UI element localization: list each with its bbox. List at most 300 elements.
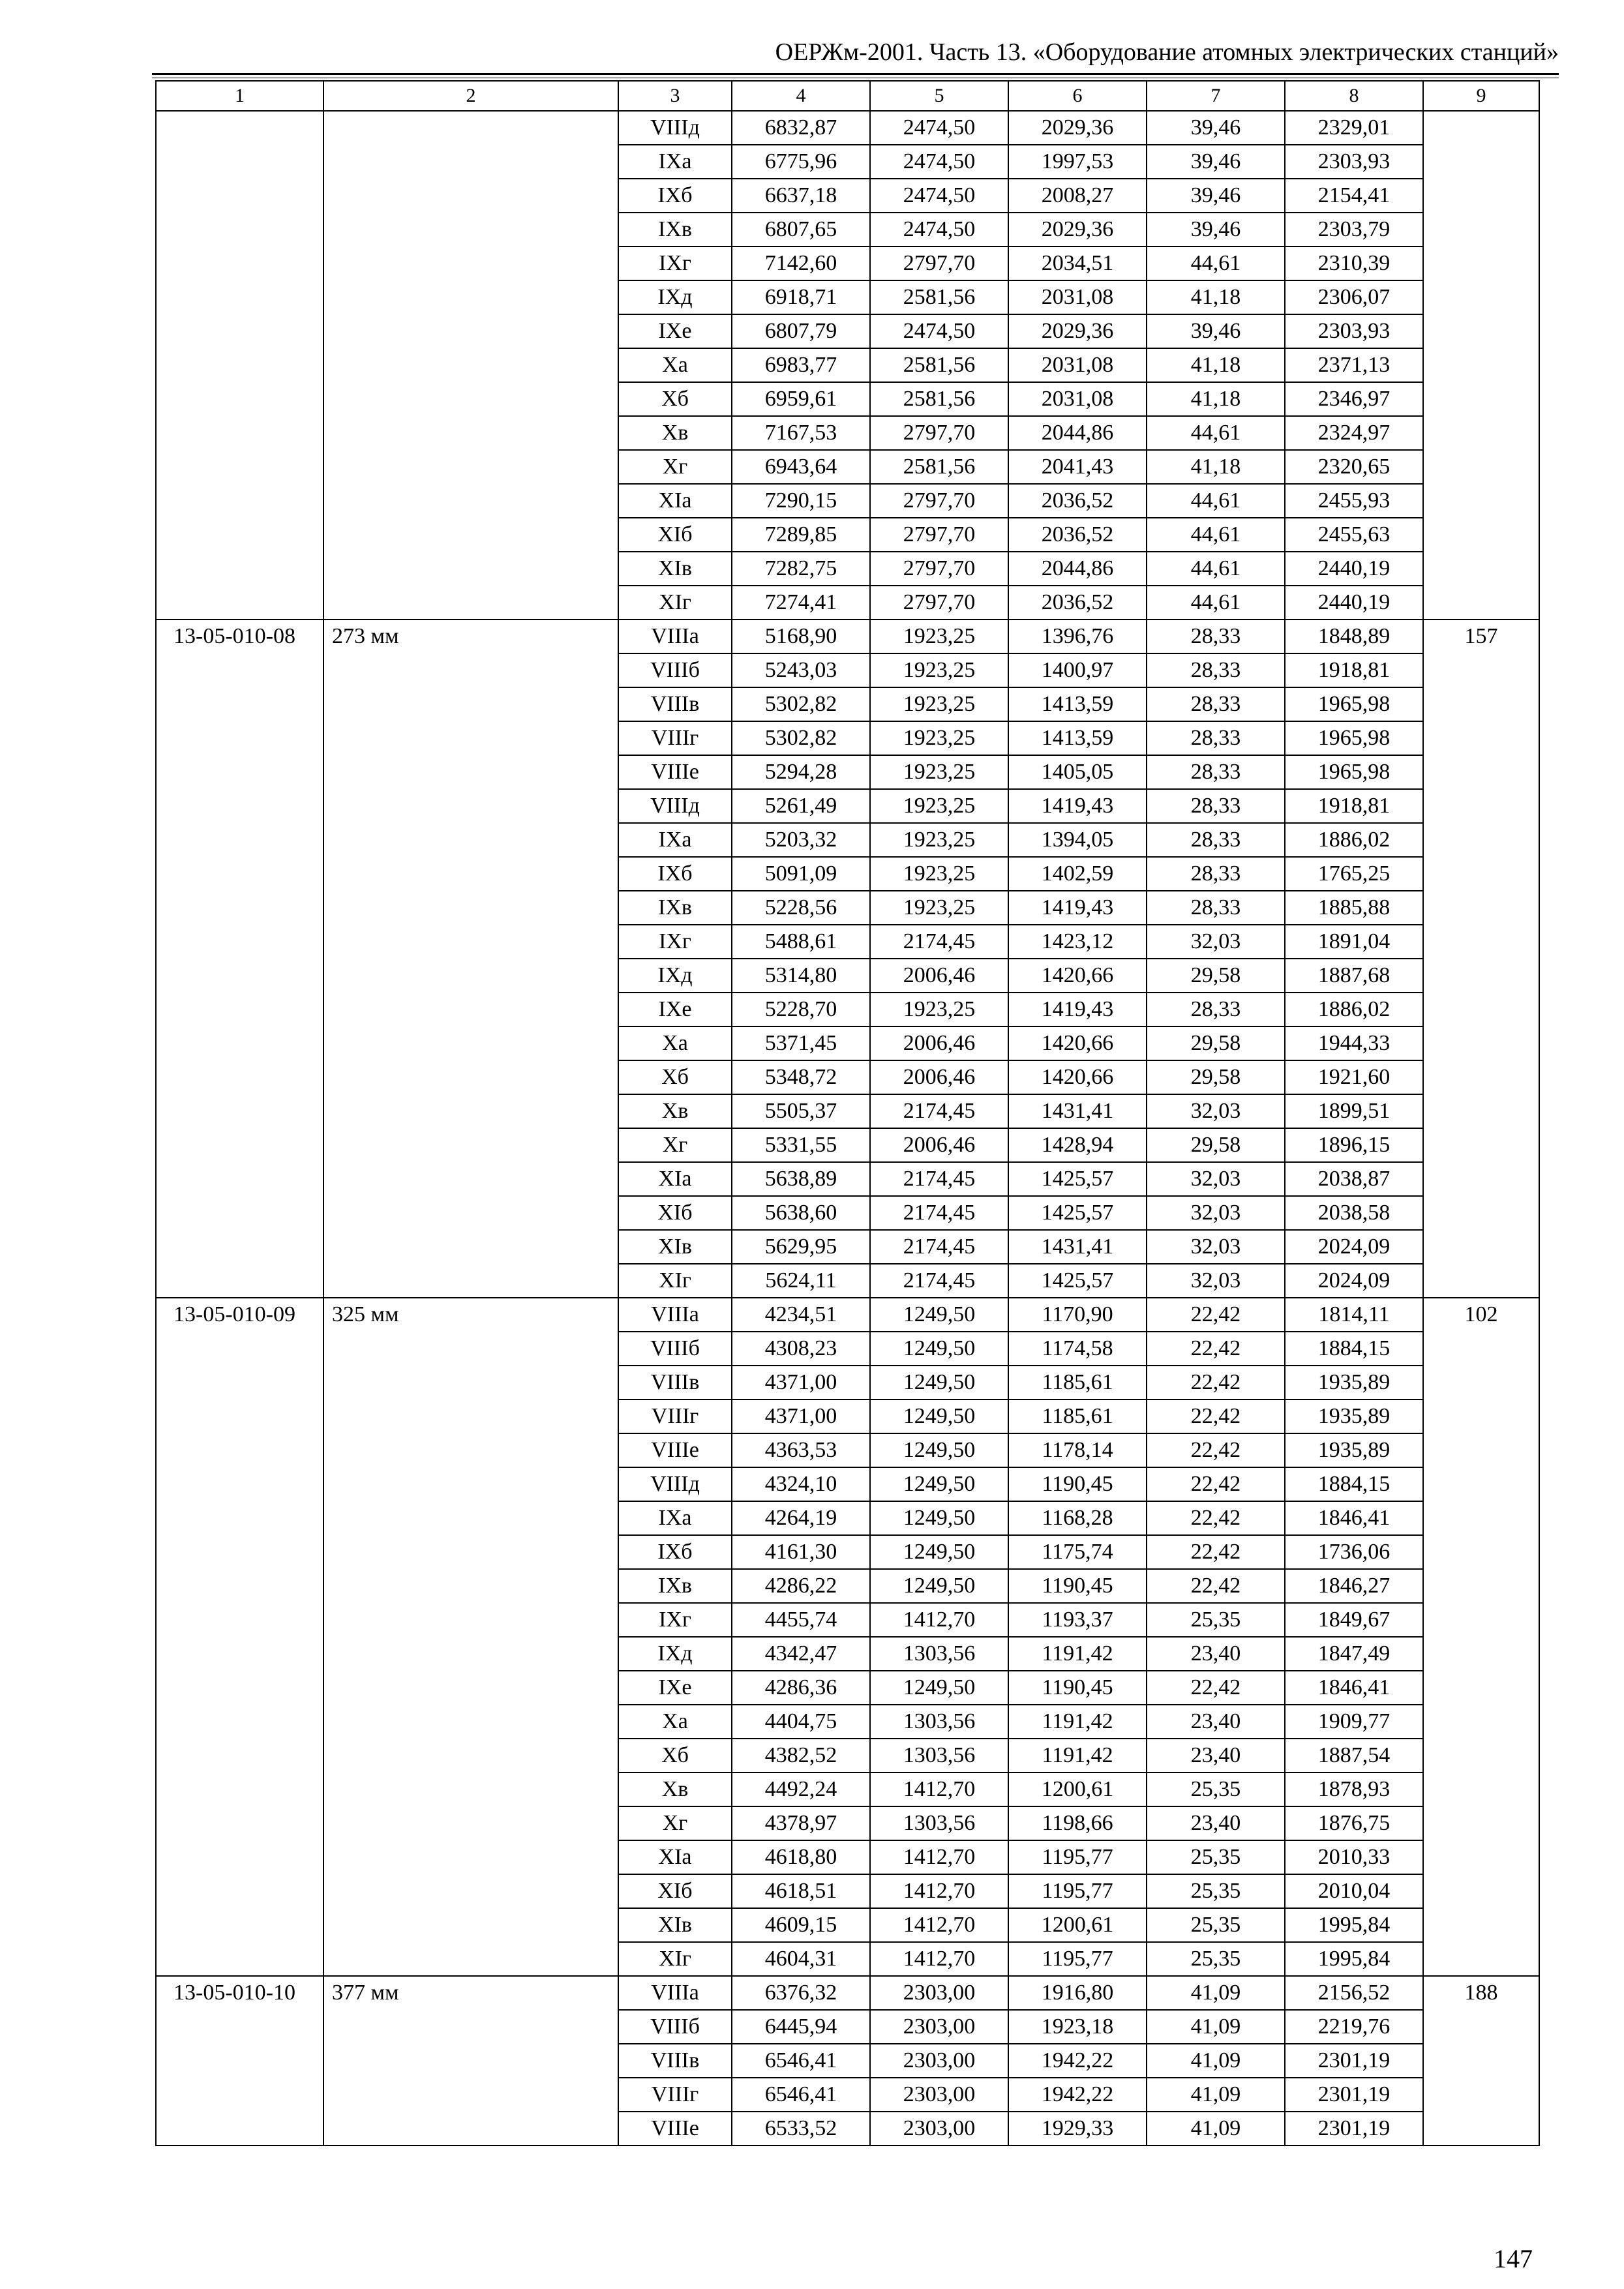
wages-cell: 2174,45 xyxy=(870,1230,1008,1264)
materials-cell: 2329,01 xyxy=(1285,111,1423,145)
machine-cost-cell: 1190,45 xyxy=(1008,1569,1147,1603)
class-cell: VIIIа xyxy=(618,620,732,653)
wages-cell: 1923,25 xyxy=(870,789,1008,823)
wages-cell: 1303,56 xyxy=(870,1806,1008,1840)
wages-cell: 2474,50 xyxy=(870,314,1008,348)
wages-cell: 2174,45 xyxy=(870,1264,1008,1298)
materials-cell: 2010,33 xyxy=(1285,1840,1423,1874)
wages-cell: 2797,70 xyxy=(870,484,1008,518)
class-cell: IXа xyxy=(618,145,732,179)
wages-cell: 2581,56 xyxy=(870,450,1008,484)
wages-cell: 1923,25 xyxy=(870,721,1008,755)
wages-cell: 1923,25 xyxy=(870,891,1008,925)
wages-cell: 1249,50 xyxy=(870,1332,1008,1366)
class-cell: IXб xyxy=(618,857,732,891)
wages-cell: 1249,50 xyxy=(870,1399,1008,1433)
machinist-wages-cell: 22,42 xyxy=(1147,1671,1285,1705)
machinist-wages-cell: 44,61 xyxy=(1147,518,1285,552)
total-cost-cell: 5505,37 xyxy=(732,1094,870,1128)
machinist-wages-cell: 41,09 xyxy=(1147,2010,1285,2044)
machinist-wages-cell: 41,09 xyxy=(1147,2044,1285,2078)
class-cell: IXг xyxy=(618,925,732,959)
total-cost-cell: 6983,77 xyxy=(732,348,870,382)
machinist-wages-cell: 28,33 xyxy=(1147,653,1285,687)
machine-cost-cell: 2041,43 xyxy=(1008,450,1147,484)
wages-cell: 2797,70 xyxy=(870,518,1008,552)
running-header: ОЕРЖм-2001. Часть 13. «Оборудование атомных электрических станций» xyxy=(775,38,1559,66)
wages-cell: 1249,50 xyxy=(870,1467,1008,1501)
machine-cost-cell: 1425,57 xyxy=(1008,1264,1147,1298)
rate-code-cell xyxy=(156,111,323,620)
machinist-wages-cell: 41,09 xyxy=(1147,1976,1285,2010)
machine-cost-cell: 1413,59 xyxy=(1008,721,1147,755)
class-cell: Xа xyxy=(618,1026,732,1060)
column-number-8: 8 xyxy=(1285,81,1423,111)
machinist-wages-cell: 28,33 xyxy=(1147,755,1285,789)
materials-cell: 1965,98 xyxy=(1285,687,1423,721)
machinist-wages-cell: 41,09 xyxy=(1147,2112,1285,2146)
unit-mass-cell: 188 xyxy=(1423,1976,1539,2146)
machine-cost-cell: 1174,58 xyxy=(1008,1332,1147,1366)
machine-cost-cell: 2029,36 xyxy=(1008,213,1147,247)
class-cell: VIIIг xyxy=(618,2078,732,2112)
total-cost-cell: 5261,49 xyxy=(732,789,870,823)
table-row xyxy=(156,620,1539,653)
materials-cell: 1965,98 xyxy=(1285,755,1423,789)
materials-cell: 1765,25 xyxy=(1285,857,1423,891)
total-cost-cell: 4371,00 xyxy=(732,1399,870,1433)
total-cost-cell: 7142,60 xyxy=(732,247,870,280)
table-row xyxy=(156,111,1539,145)
pipe-diameter-cell: 273 мм xyxy=(323,620,618,1298)
total-cost-cell: 6832,87 xyxy=(732,111,870,145)
wages-cell: 2303,00 xyxy=(870,2078,1008,2112)
total-cost-cell: 5302,82 xyxy=(732,721,870,755)
machinist-wages-cell: 29,58 xyxy=(1147,1060,1285,1094)
materials-cell: 2038,58 xyxy=(1285,1196,1423,1230)
machine-cost-cell: 2029,36 xyxy=(1008,111,1147,145)
wages-cell: 1923,25 xyxy=(870,620,1008,653)
machinist-wages-cell: 25,35 xyxy=(1147,1874,1285,1908)
materials-cell: 1848,89 xyxy=(1285,620,1423,653)
materials-cell: 2371,13 xyxy=(1285,348,1423,382)
machinist-wages-cell: 25,35 xyxy=(1147,1773,1285,1806)
class-cell: IXб xyxy=(618,1535,732,1569)
class-cell: IXв xyxy=(618,891,732,925)
materials-cell: 1876,75 xyxy=(1285,1806,1423,1840)
wages-cell: 2797,70 xyxy=(870,586,1008,620)
machine-cost-cell: 1191,42 xyxy=(1008,1705,1147,1739)
total-cost-cell: 6807,79 xyxy=(732,314,870,348)
machinist-wages-cell: 41,18 xyxy=(1147,450,1285,484)
class-cell: IXд xyxy=(618,1637,732,1671)
total-cost-cell: 5371,45 xyxy=(732,1026,870,1060)
total-cost-cell: 5091,09 xyxy=(732,857,870,891)
wages-cell: 2474,50 xyxy=(870,145,1008,179)
machinist-wages-cell: 22,42 xyxy=(1147,1467,1285,1501)
materials-cell: 1935,89 xyxy=(1285,1366,1423,1399)
machine-cost-cell: 2034,51 xyxy=(1008,247,1147,280)
total-cost-cell: 5203,32 xyxy=(732,823,870,857)
materials-cell: 2455,63 xyxy=(1285,518,1423,552)
class-cell: IXв xyxy=(618,1569,732,1603)
materials-cell: 1884,15 xyxy=(1285,1332,1423,1366)
class-cell: XIв xyxy=(618,1908,732,1942)
total-cost-cell: 4455,74 xyxy=(732,1603,870,1637)
total-cost-cell: 4324,10 xyxy=(732,1467,870,1501)
class-cell: IXб xyxy=(618,179,732,213)
materials-cell: 2440,19 xyxy=(1285,552,1423,586)
total-cost-cell: 6807,65 xyxy=(732,213,870,247)
column-number-3: 3 xyxy=(618,81,732,111)
machine-cost-cell: 1191,42 xyxy=(1008,1637,1147,1671)
total-cost-cell: 5228,70 xyxy=(732,993,870,1026)
machinist-wages-cell: 32,03 xyxy=(1147,1094,1285,1128)
total-cost-cell: 5629,95 xyxy=(732,1230,870,1264)
wages-cell: 2174,45 xyxy=(870,1162,1008,1196)
machine-cost-cell: 1942,22 xyxy=(1008,2078,1147,2112)
materials-cell: 1896,15 xyxy=(1285,1128,1423,1162)
materials-cell: 1847,49 xyxy=(1285,1637,1423,1671)
class-cell: VIIIб xyxy=(618,1332,732,1366)
machinist-wages-cell: 22,42 xyxy=(1147,1569,1285,1603)
wages-cell: 2006,46 xyxy=(870,1060,1008,1094)
wages-cell: 1923,25 xyxy=(870,653,1008,687)
total-cost-cell: 6445,94 xyxy=(732,2010,870,2044)
wages-cell: 2174,45 xyxy=(870,1094,1008,1128)
class-cell: IXг xyxy=(618,247,732,280)
materials-cell: 1899,51 xyxy=(1285,1094,1423,1128)
machinist-wages-cell: 25,35 xyxy=(1147,1942,1285,1976)
machine-cost-cell: 1431,41 xyxy=(1008,1094,1147,1128)
wages-cell: 2174,45 xyxy=(870,1196,1008,1230)
machinist-wages-cell: 32,03 xyxy=(1147,1230,1285,1264)
materials-cell: 2156,52 xyxy=(1285,1976,1423,2010)
total-cost-cell: 6533,52 xyxy=(732,2112,870,2146)
materials-cell: 2301,19 xyxy=(1285,2112,1423,2146)
machine-cost-cell: 1190,45 xyxy=(1008,1671,1147,1705)
class-cell: VIIIб xyxy=(618,2010,732,2044)
materials-cell: 2024,09 xyxy=(1285,1264,1423,1298)
class-cell: VIIIв xyxy=(618,1366,732,1399)
machine-cost-cell: 1402,59 xyxy=(1008,857,1147,891)
wages-cell: 1923,25 xyxy=(870,823,1008,857)
machine-cost-cell: 2029,36 xyxy=(1008,314,1147,348)
unit-mass-cell xyxy=(1423,111,1539,620)
materials-cell: 2303,93 xyxy=(1285,314,1423,348)
machinist-wages-cell: 29,58 xyxy=(1147,1128,1285,1162)
class-cell: Xв xyxy=(618,416,732,450)
wages-cell: 2006,46 xyxy=(870,1128,1008,1162)
machinist-wages-cell: 25,35 xyxy=(1147,1908,1285,1942)
wages-cell: 1412,70 xyxy=(870,1603,1008,1637)
class-cell: IXг xyxy=(618,1603,732,1637)
class-cell: XIа xyxy=(618,1840,732,1874)
total-cost-cell: 7274,41 xyxy=(732,586,870,620)
class-cell: IXа xyxy=(618,1501,732,1535)
total-cost-cell: 7289,85 xyxy=(732,518,870,552)
total-cost-cell: 5314,80 xyxy=(732,959,870,993)
total-cost-cell: 5243,03 xyxy=(732,653,870,687)
machine-cost-cell: 1193,37 xyxy=(1008,1603,1147,1637)
class-cell: Xб xyxy=(618,1739,732,1773)
unit-mass-cell: 102 xyxy=(1423,1298,1539,1976)
total-cost-cell: 6775,96 xyxy=(732,145,870,179)
machinist-wages-cell: 44,61 xyxy=(1147,484,1285,518)
materials-cell: 1965,98 xyxy=(1285,721,1423,755)
machinist-wages-cell: 28,33 xyxy=(1147,721,1285,755)
total-cost-cell: 4371,00 xyxy=(732,1366,870,1399)
machinist-wages-cell: 23,40 xyxy=(1147,1806,1285,1840)
machine-cost-cell: 1195,77 xyxy=(1008,1942,1147,1976)
materials-cell: 1935,89 xyxy=(1285,1399,1423,1433)
class-cell: VIIIа xyxy=(618,1976,732,2010)
total-cost-cell: 5638,89 xyxy=(732,1162,870,1196)
total-cost-cell: 5348,72 xyxy=(732,1060,870,1094)
wages-cell: 1412,70 xyxy=(870,1942,1008,1976)
materials-cell: 2303,79 xyxy=(1285,213,1423,247)
class-cell: XIв xyxy=(618,552,732,586)
machine-cost-cell: 2036,52 xyxy=(1008,518,1147,552)
materials-cell: 1887,54 xyxy=(1285,1739,1423,1773)
machine-cost-cell: 1195,77 xyxy=(1008,1840,1147,1874)
machinist-wages-cell: 41,18 xyxy=(1147,348,1285,382)
total-cost-cell: 5302,82 xyxy=(732,687,870,721)
table-row xyxy=(156,1976,1539,2010)
total-cost-cell: 7282,75 xyxy=(732,552,870,586)
machine-cost-cell: 1175,74 xyxy=(1008,1535,1147,1569)
total-cost-cell: 4363,53 xyxy=(732,1433,870,1467)
machinist-wages-cell: 41,09 xyxy=(1147,2078,1285,2112)
materials-cell: 2310,39 xyxy=(1285,247,1423,280)
table-row xyxy=(156,1298,1539,1332)
machine-cost-cell: 2036,52 xyxy=(1008,586,1147,620)
class-cell: XIб xyxy=(618,518,732,552)
materials-cell: 1995,84 xyxy=(1285,1908,1423,1942)
class-cell: Xа xyxy=(618,348,732,382)
column-number-7: 7 xyxy=(1147,81,1285,111)
materials-cell: 1885,88 xyxy=(1285,891,1423,925)
machine-cost-cell: 1419,43 xyxy=(1008,993,1147,1026)
materials-cell: 2219,76 xyxy=(1285,2010,1423,2044)
materials-cell: 2306,07 xyxy=(1285,280,1423,314)
total-cost-cell: 4618,80 xyxy=(732,1840,870,1874)
machine-cost-cell: 1916,80 xyxy=(1008,1976,1147,2010)
class-cell: XIб xyxy=(618,1874,732,1908)
total-cost-cell: 5488,61 xyxy=(732,925,870,959)
wages-cell: 1303,56 xyxy=(870,1739,1008,1773)
materials-cell: 2301,19 xyxy=(1285,2044,1423,2078)
machine-cost-cell: 1195,77 xyxy=(1008,1874,1147,1908)
machinist-wages-cell: 22,42 xyxy=(1147,1332,1285,1366)
machine-cost-cell: 1185,61 xyxy=(1008,1366,1147,1399)
wages-cell: 1249,50 xyxy=(870,1501,1008,1535)
total-cost-cell: 4286,36 xyxy=(732,1671,870,1705)
machine-cost-cell: 1423,12 xyxy=(1008,925,1147,959)
machinist-wages-cell: 39,46 xyxy=(1147,145,1285,179)
rate-code-cell: 13-05-010-08 xyxy=(156,620,323,1298)
machinist-wages-cell: 22,42 xyxy=(1147,1501,1285,1535)
machinist-wages-cell: 39,46 xyxy=(1147,213,1285,247)
machinist-wages-cell: 25,35 xyxy=(1147,1603,1285,1637)
class-cell: VIIIд xyxy=(618,789,732,823)
materials-cell: 2440,19 xyxy=(1285,586,1423,620)
machine-cost-cell: 1168,28 xyxy=(1008,1501,1147,1535)
page-number: 147 xyxy=(1494,2244,1533,2273)
total-cost-cell: 5228,56 xyxy=(732,891,870,925)
class-cell: XIв xyxy=(618,1230,732,1264)
wages-cell: 1249,50 xyxy=(870,1298,1008,1332)
wages-cell: 1923,25 xyxy=(870,687,1008,721)
class-cell: VIIIд xyxy=(618,1467,732,1501)
materials-cell: 2346,97 xyxy=(1285,382,1423,416)
machine-cost-cell: 1400,97 xyxy=(1008,653,1147,687)
machine-cost-cell: 1923,18 xyxy=(1008,2010,1147,2044)
class-cell: VIIIв xyxy=(618,2044,732,2078)
machinist-wages-cell: 28,33 xyxy=(1147,823,1285,857)
total-cost-cell: 7167,53 xyxy=(732,416,870,450)
machine-cost-cell: 1419,43 xyxy=(1008,891,1147,925)
total-cost-cell: 5168,90 xyxy=(732,620,870,653)
total-cost-cell: 4161,30 xyxy=(732,1535,870,1569)
materials-cell: 1884,15 xyxy=(1285,1467,1423,1501)
machine-cost-cell: 1200,61 xyxy=(1008,1773,1147,1806)
pipe-diameter-cell: 377 мм xyxy=(323,1976,618,2146)
machinist-wages-cell: 22,42 xyxy=(1147,1535,1285,1569)
column-number-9: 9 xyxy=(1423,81,1539,111)
machinist-wages-cell: 22,42 xyxy=(1147,1433,1285,1467)
machinist-wages-cell: 23,40 xyxy=(1147,1739,1285,1773)
materials-cell: 1736,06 xyxy=(1285,1535,1423,1569)
wages-cell: 2797,70 xyxy=(870,552,1008,586)
machine-cost-cell: 2031,08 xyxy=(1008,348,1147,382)
machine-cost-cell: 1431,41 xyxy=(1008,1230,1147,1264)
wages-cell: 1923,25 xyxy=(870,857,1008,891)
class-cell: IXв xyxy=(618,213,732,247)
materials-cell: 1846,41 xyxy=(1285,1671,1423,1705)
machine-cost-cell: 2036,52 xyxy=(1008,484,1147,518)
machine-cost-cell: 1396,76 xyxy=(1008,620,1147,653)
machine-cost-cell: 1190,45 xyxy=(1008,1467,1147,1501)
total-cost-cell: 6637,18 xyxy=(732,179,870,213)
wages-cell: 2474,50 xyxy=(870,111,1008,145)
machinist-wages-cell: 39,46 xyxy=(1147,179,1285,213)
wages-cell: 2303,00 xyxy=(870,1976,1008,2010)
wages-cell: 1303,56 xyxy=(870,1637,1008,1671)
materials-cell: 2303,93 xyxy=(1285,145,1423,179)
machine-cost-cell: 1420,66 xyxy=(1008,1060,1147,1094)
machinist-wages-cell: 32,03 xyxy=(1147,1196,1285,1230)
unit-mass-cell: 157 xyxy=(1423,620,1539,1298)
machinist-wages-cell: 28,33 xyxy=(1147,891,1285,925)
class-cell: VIIIг xyxy=(618,721,732,755)
machinist-wages-cell: 28,33 xyxy=(1147,993,1285,1026)
wages-cell: 2474,50 xyxy=(870,179,1008,213)
machine-cost-cell: 1178,14 xyxy=(1008,1433,1147,1467)
machinist-wages-cell: 32,03 xyxy=(1147,1162,1285,1196)
total-cost-cell: 4378,97 xyxy=(732,1806,870,1840)
wages-cell: 1249,50 xyxy=(870,1433,1008,1467)
class-cell: VIIIе xyxy=(618,2112,732,2146)
wages-cell: 1412,70 xyxy=(870,1773,1008,1806)
machinist-wages-cell: 29,58 xyxy=(1147,959,1285,993)
machinist-wages-cell: 28,33 xyxy=(1147,789,1285,823)
class-cell: Xг xyxy=(618,1806,732,1840)
class-cell: Xг xyxy=(618,450,732,484)
class-cell: XIа xyxy=(618,484,732,518)
machine-cost-cell: 2031,08 xyxy=(1008,382,1147,416)
machine-cost-cell: 1997,53 xyxy=(1008,145,1147,179)
machine-cost-cell: 1413,59 xyxy=(1008,687,1147,721)
column-number-6: 6 xyxy=(1008,81,1147,111)
class-cell: Xг xyxy=(618,1128,732,1162)
machinist-wages-cell: 25,35 xyxy=(1147,1840,1285,1874)
machine-cost-cell: 2008,27 xyxy=(1008,179,1147,213)
materials-cell: 2455,93 xyxy=(1285,484,1423,518)
machinist-wages-cell: 28,33 xyxy=(1147,687,1285,721)
wages-cell: 1412,70 xyxy=(870,1908,1008,1942)
class-cell: Xв xyxy=(618,1094,732,1128)
total-cost-cell: 4342,47 xyxy=(732,1637,870,1671)
machinist-wages-cell: 44,61 xyxy=(1147,247,1285,280)
materials-cell: 2024,09 xyxy=(1285,1230,1423,1264)
wages-cell: 1923,25 xyxy=(870,755,1008,789)
column-number-5: 5 xyxy=(870,81,1008,111)
materials-cell: 2010,04 xyxy=(1285,1874,1423,1908)
materials-cell: 2301,19 xyxy=(1285,2078,1423,2112)
materials-cell: 2154,41 xyxy=(1285,179,1423,213)
class-cell: XIб xyxy=(618,1196,732,1230)
materials-cell: 1995,84 xyxy=(1285,1942,1423,1976)
machine-cost-cell: 1405,05 xyxy=(1008,755,1147,789)
wages-cell: 1249,50 xyxy=(870,1366,1008,1399)
class-cell: XIг xyxy=(618,1942,732,1976)
class-cell: VIIIе xyxy=(618,755,732,789)
materials-cell: 1921,60 xyxy=(1285,1060,1423,1094)
machine-cost-cell: 2044,86 xyxy=(1008,416,1147,450)
machinist-wages-cell: 39,46 xyxy=(1147,314,1285,348)
wages-cell: 2303,00 xyxy=(870,2112,1008,2146)
table-body xyxy=(156,81,1539,2146)
class-cell: XIг xyxy=(618,1264,732,1298)
class-cell: IXд xyxy=(618,280,732,314)
class-cell: IXе xyxy=(618,1671,732,1705)
class-cell: VIIIд xyxy=(618,111,732,145)
total-cost-cell: 6959,61 xyxy=(732,382,870,416)
total-cost-cell: 4308,23 xyxy=(732,1332,870,1366)
total-cost-cell: 6546,41 xyxy=(732,2078,870,2112)
machinist-wages-cell: 22,42 xyxy=(1147,1366,1285,1399)
class-cell: IXа xyxy=(618,823,732,857)
machinist-wages-cell: 44,61 xyxy=(1147,416,1285,450)
column-number-row xyxy=(156,81,1539,111)
wages-cell: 2303,00 xyxy=(870,2044,1008,2078)
pipe-diameter-cell xyxy=(323,111,618,620)
machine-cost-cell: 1394,05 xyxy=(1008,823,1147,857)
wages-cell: 1923,25 xyxy=(870,993,1008,1026)
wages-cell: 1249,50 xyxy=(870,1535,1008,1569)
total-cost-cell: 4492,24 xyxy=(732,1773,870,1806)
wages-cell: 2797,70 xyxy=(870,247,1008,280)
total-cost-cell: 6918,71 xyxy=(732,280,870,314)
materials-cell: 2038,87 xyxy=(1285,1162,1423,1196)
materials-cell: 1887,68 xyxy=(1285,959,1423,993)
wages-cell: 2303,00 xyxy=(870,2010,1008,2044)
rate-code-cell: 13-05-010-10 xyxy=(156,1976,323,2146)
class-cell: Xа xyxy=(618,1705,732,1739)
total-cost-cell: 7290,15 xyxy=(732,484,870,518)
total-cost-cell: 4382,52 xyxy=(732,1739,870,1773)
